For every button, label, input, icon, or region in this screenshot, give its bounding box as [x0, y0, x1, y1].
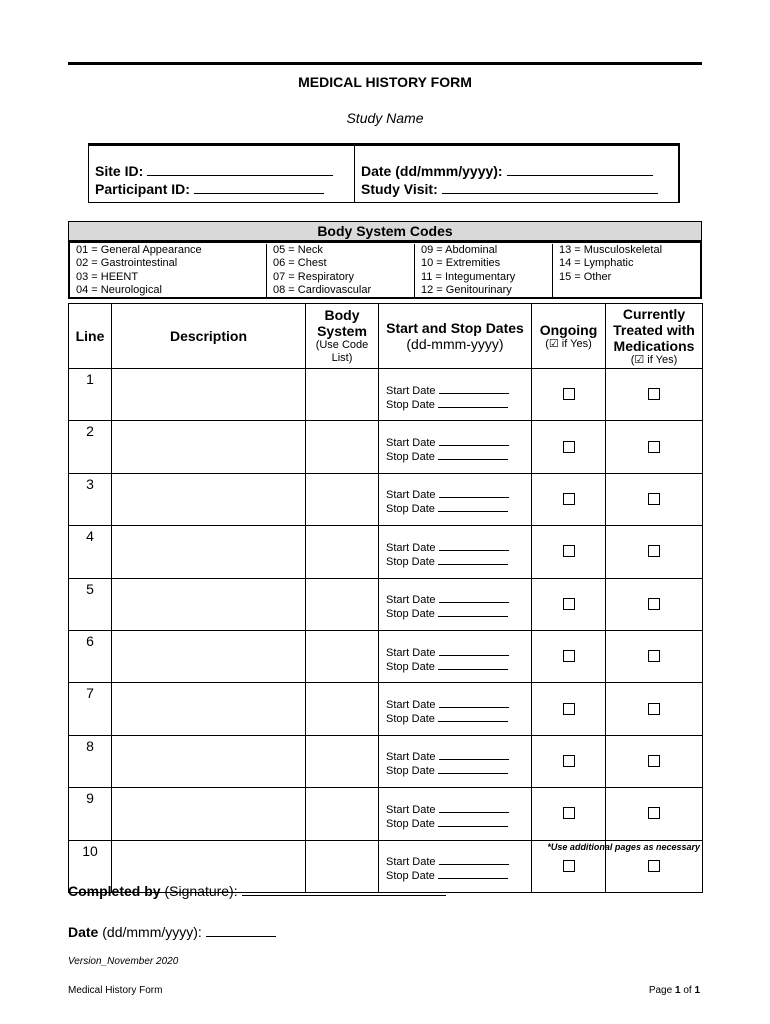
stop-date-label: Stop Date: [386, 451, 435, 464]
start-date-label: Start Date: [386, 594, 436, 607]
table-row: [69, 421, 703, 473]
ongoing-cell: [532, 473, 606, 525]
stop-date-line[interactable]: [438, 660, 508, 670]
stop-date-field[interactable]: [386, 817, 531, 831]
start-date-line[interactable]: [439, 698, 509, 708]
table-row: [69, 788, 703, 840]
medications-checkbox[interactable]: [648, 441, 660, 453]
signature-line[interactable]: [242, 883, 446, 896]
table-row: [69, 578, 703, 630]
ongoing-cell: [532, 788, 606, 840]
stop-date-label: Stop Date: [386, 765, 435, 778]
start-date-label: Start Date: [386, 489, 436, 502]
start-date-line[interactable]: [439, 750, 509, 760]
start-date-line[interactable]: [439, 593, 509, 603]
start-date-label: Start Date: [386, 803, 436, 816]
code-item: 11 = Integumentary: [421, 270, 516, 283]
header-body-system: Body System (Use Code List): [306, 304, 379, 369]
body-system-codes-heading: Body System Codes: [68, 221, 702, 241]
ongoing-cell: [532, 526, 606, 578]
study-name: Study Name: [346, 110, 424, 126]
ongoing-checkbox[interactable]: [563, 755, 575, 767]
code-item: 12 = Genitourinary: [421, 283, 512, 296]
ongoing-checkbox[interactable]: [563, 545, 575, 557]
ongoing-cell: [532, 369, 606, 421]
stop-date-field[interactable]: [386, 712, 531, 726]
dates-cell[interactable]: [379, 578, 532, 630]
header-description: Description: [112, 304, 306, 369]
stop-date-label: Stop Date: [386, 608, 435, 621]
start-date-field[interactable]: [386, 750, 531, 764]
medications-cell: [606, 630, 703, 682]
line-number: 7: [69, 683, 112, 735]
start-date-field[interactable]: [386, 698, 531, 712]
medications-checkbox[interactable]: [648, 807, 660, 819]
code-item: 08 = Cardiovascular: [273, 283, 372, 296]
participant-id-line[interactable]: [194, 181, 324, 194]
code-item: 07 = Respiratory: [273, 270, 355, 283]
start-date-label: Start Date: [386, 699, 436, 712]
stop-date-line[interactable]: [438, 502, 508, 512]
stop-date-line[interactable]: [438, 450, 508, 460]
dates-cell[interactable]: [379, 421, 532, 473]
body-system-cell[interactable]: [306, 735, 379, 787]
top-rule: [68, 62, 702, 65]
body-system-cell[interactable]: [306, 369, 379, 421]
body-system-cell[interactable]: [306, 526, 379, 578]
code-item: 14 = Lymphatic: [559, 257, 634, 270]
body-system-cell[interactable]: [306, 683, 379, 735]
header-dates-sub: (dd-mmm-yyyy): [406, 336, 504, 352]
start-date-label: Start Date: [386, 646, 436, 659]
signature-date-sublabel: (dd/mmm/yyyy):: [102, 924, 202, 940]
line-number: 4: [69, 526, 112, 578]
description-cell[interactable]: [112, 630, 306, 682]
start-date-line[interactable]: [439, 488, 509, 498]
code-item: 01 = General Appearance: [76, 244, 202, 256]
stop-date-field[interactable]: [386, 660, 531, 674]
stop-date-field[interactable]: [386, 764, 531, 778]
start-date-field[interactable]: [386, 646, 531, 660]
header-body-system-sub: (Use Code List): [315, 339, 369, 364]
code-item: 02 = Gastrointestinal: [76, 257, 178, 270]
table-row: [69, 526, 703, 578]
header-medications: Currently Treated with Medications (☑ if Yes): [606, 304, 703, 369]
codes-column-3: [414, 244, 552, 298]
stop-date-label: Stop Date: [386, 555, 435, 568]
code-item: 04 = Neurological: [76, 283, 162, 296]
signature-date-field[interactable]: [68, 924, 276, 940]
table-header-row: [69, 304, 703, 369]
medications-cell: [606, 788, 703, 840]
medications-checkbox[interactable]: [648, 860, 660, 872]
code-item: 03 = HEENT: [76, 270, 139, 283]
stop-date-label: Stop Date: [386, 660, 435, 673]
start-date-line[interactable]: [439, 541, 509, 551]
description-cell[interactable]: [112, 369, 306, 421]
ongoing-checkbox[interactable]: [563, 650, 575, 662]
header-ongoing-sub: (☑ if Yes): [545, 337, 592, 350]
medications-checkbox[interactable]: [648, 388, 660, 400]
description-cell[interactable]: [112, 578, 306, 630]
description-cell[interactable]: [112, 526, 306, 578]
stop-date-line[interactable]: [438, 764, 508, 774]
code-item: 06 = Chest: [273, 257, 327, 270]
stop-date-label: Stop Date: [386, 870, 435, 883]
header-line: Line: [69, 304, 112, 369]
study-visit-label: Study Visit:: [361, 181, 438, 197]
stop-date-field[interactable]: [386, 450, 531, 464]
stop-date-line[interactable]: [438, 712, 508, 722]
start-date-label: Start Date: [386, 856, 436, 869]
codes-column-4: [552, 244, 700, 298]
ongoing-checkbox[interactable]: [563, 493, 575, 505]
description-cell[interactable]: [112, 473, 306, 525]
ongoing-cell: [532, 578, 606, 630]
ongoing-cell: [532, 630, 606, 682]
start-date-field[interactable]: [386, 488, 531, 502]
stop-date-line[interactable]: [438, 869, 508, 879]
code-item: 15 = Other: [559, 270, 612, 283]
line-number: 9: [69, 788, 112, 840]
completed-by-label: Completed by: [68, 883, 161, 899]
stop-date-label: Stop Date: [386, 817, 435, 830]
start-date-field[interactable]: [386, 541, 531, 555]
additional-pages-note: *Use additional pages as necessary: [547, 842, 700, 852]
study-visit-field[interactable]: [361, 181, 658, 197]
medications-checkbox[interactable]: [648, 703, 660, 715]
start-date-field[interactable]: [386, 436, 531, 450]
line-number: 5: [69, 578, 112, 630]
start-date-label: Start Date: [386, 384, 436, 397]
start-date-label: Start Date: [386, 541, 436, 554]
id-box-divider: [354, 146, 355, 202]
line-number: 2: [69, 421, 112, 473]
site-id-line[interactable]: [147, 163, 333, 176]
stop-date-field[interactable]: [386, 555, 531, 569]
header-dates: Start and Stop Dates (dd-mmm-yyyy): [379, 304, 532, 369]
site-id-field[interactable]: [95, 163, 333, 179]
ongoing-checkbox[interactable]: [563, 860, 575, 872]
line-number: 10: [69, 840, 112, 892]
date-label: Date (dd/mmm/yyyy):: [361, 163, 503, 179]
form-title: MEDICAL HISTORY FORM: [298, 74, 472, 90]
body-system-cell[interactable]: [306, 473, 379, 525]
description-cell[interactable]: [112, 421, 306, 473]
ongoing-checkbox[interactable]: [563, 807, 575, 819]
body-system-cell[interactable]: [306, 421, 379, 473]
header-medications-sub: (☑ if Yes): [630, 353, 678, 366]
stop-date-line[interactable]: [438, 817, 508, 827]
start-date-line[interactable]: [439, 803, 509, 813]
stop-date-line[interactable]: [438, 607, 508, 617]
body-system-cell[interactable]: [306, 788, 379, 840]
medications-cell: [606, 421, 703, 473]
ongoing-cell: [532, 421, 606, 473]
medications-checkbox[interactable]: [648, 755, 660, 767]
stop-date-field[interactable]: [386, 607, 531, 621]
start-date-label: Start Date: [386, 751, 436, 764]
signature-date-label: Date: [68, 924, 99, 940]
line-number: 6: [69, 630, 112, 682]
start-date-line[interactable]: [439, 855, 509, 865]
stop-date-line[interactable]: [438, 398, 508, 408]
body-system-cell[interactable]: [306, 578, 379, 630]
stop-date-label: Stop Date: [386, 503, 435, 516]
stop-date-line[interactable]: [438, 555, 508, 565]
stop-date-field[interactable]: [386, 869, 531, 883]
table-row: [69, 369, 703, 421]
line-number: 3: [69, 473, 112, 525]
ongoing-cell: [532, 683, 606, 735]
start-date-field[interactable]: [386, 593, 531, 607]
footer-form-name: Medical History Form: [68, 985, 163, 996]
completed-by-sublabel: (Signature):: [164, 883, 238, 899]
table-row: [69, 683, 703, 735]
study-visit-line[interactable]: [442, 181, 658, 194]
stop-date-label: Stop Date: [386, 713, 435, 726]
dates-cell[interactable]: [379, 369, 532, 421]
medications-cell: [606, 578, 703, 630]
medications-cell: [606, 735, 703, 787]
ongoing-cell: [532, 735, 606, 787]
ongoing-checkbox[interactable]: [563, 388, 575, 400]
medications-checkbox[interactable]: [648, 493, 660, 505]
description-cell[interactable]: [112, 788, 306, 840]
code-item: 13 = Musculoskeletal: [559, 244, 663, 256]
page-number: Page 1 of 1: [648, 985, 700, 996]
participant-id-field[interactable]: [95, 181, 324, 197]
signature-date-line[interactable]: [206, 924, 276, 937]
description-cell[interactable]: [112, 735, 306, 787]
body-system-codes-box: [68, 241, 702, 299]
start-date-label: Start Date: [386, 437, 436, 450]
stop-date-field[interactable]: [386, 398, 531, 412]
description-cell[interactable]: [112, 683, 306, 735]
medical-history-table: [68, 303, 703, 893]
dates-cell[interactable]: [379, 683, 532, 735]
ongoing-checkbox[interactable]: [563, 703, 575, 715]
stop-date-label: Stop Date: [386, 398, 435, 411]
code-item: 10 = Extremities: [421, 257, 501, 270]
version-text: Version_November 2020: [68, 956, 179, 967]
dates-cell[interactable]: [379, 526, 532, 578]
start-date-line[interactable]: [439, 436, 509, 446]
ongoing-checkbox[interactable]: [563, 441, 575, 453]
date-field[interactable]: [361, 163, 653, 179]
table-row: [69, 473, 703, 525]
line-number: 1: [69, 369, 112, 421]
codes-column-2: [266, 244, 414, 298]
start-date-line[interactable]: [439, 646, 509, 656]
start-date-line[interactable]: [439, 384, 509, 394]
date-line[interactable]: [507, 163, 653, 176]
code-item: 05 = Neck: [273, 244, 323, 256]
header-ongoing: Ongoing (☑ if Yes): [532, 304, 606, 369]
code-item: 09 = Abdominal: [421, 244, 498, 256]
stop-date-field[interactable]: [386, 502, 531, 516]
dates-cell[interactable]: [379, 473, 532, 525]
dates-cell[interactable]: [379, 788, 532, 840]
id-box: [88, 143, 680, 203]
medications-checkbox[interactable]: [648, 598, 660, 610]
medications-checkbox[interactable]: [648, 545, 660, 557]
line-number: 8: [69, 735, 112, 787]
participant-id-label: Participant ID:: [95, 181, 190, 197]
completed-by-field[interactable]: [68, 883, 446, 899]
medications-checkbox[interactable]: [648, 650, 660, 662]
start-date-field[interactable]: [386, 803, 531, 817]
site-id-label: Site ID:: [95, 163, 144, 179]
start-date-field[interactable]: [386, 855, 531, 869]
medications-cell: [606, 526, 703, 578]
table-row: [69, 735, 703, 787]
body-system-cell[interactable]: [306, 630, 379, 682]
table-row: [69, 630, 703, 682]
medications-cell: [606, 683, 703, 735]
dates-cell[interactable]: [379, 735, 532, 787]
ongoing-checkbox[interactable]: [563, 598, 575, 610]
codes-column-1: [70, 244, 266, 298]
dates-cell[interactable]: [379, 630, 532, 682]
medications-cell: [606, 369, 703, 421]
medications-cell: [606, 473, 703, 525]
start-date-field[interactable]: [386, 384, 531, 398]
